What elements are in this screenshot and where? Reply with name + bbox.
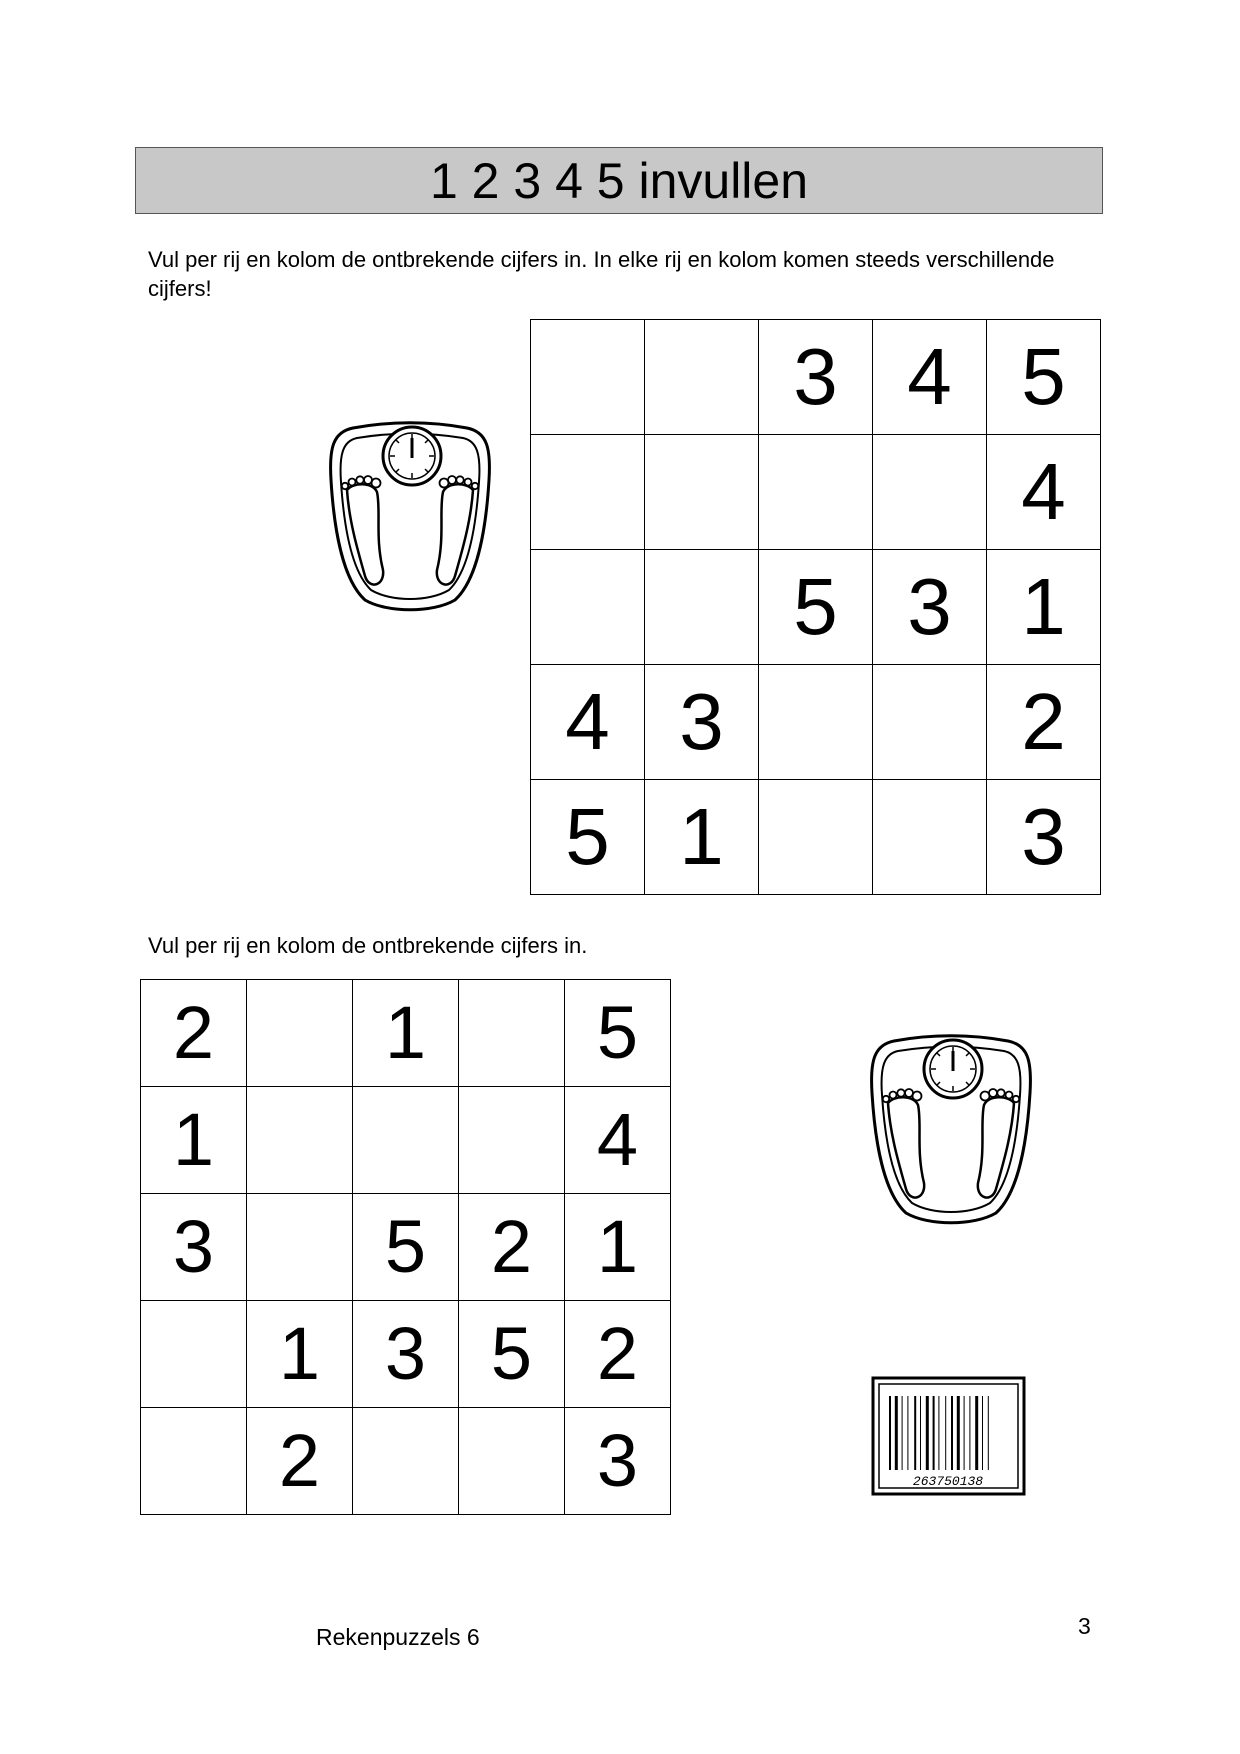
grid-cell[interactable]: [141, 1408, 247, 1515]
grid-row: [141, 1301, 671, 1408]
grid-cell[interactable]: [459, 1087, 565, 1194]
grid-cell: 5: [565, 980, 671, 1087]
puzzle-grid-2: [140, 979, 671, 1515]
grid-cell: 4: [873, 320, 987, 435]
barcode-bar: [914, 1396, 916, 1470]
barcode-bar: [938, 1396, 939, 1470]
barcode-bar: [902, 1396, 903, 1470]
barcode-bar: [951, 1396, 953, 1470]
grid-cell: 1: [645, 780, 759, 895]
instruction-puzzle-1: Vul per rij en kolom de ontbrekende cijfers in. In elke rij en kolom komen steeds verschillende cijfers!: [148, 247, 1055, 301]
grid-row: [141, 1087, 671, 1194]
barcode-bar: [895, 1396, 898, 1470]
grid-row: [531, 435, 1101, 550]
grid-row: [141, 980, 671, 1087]
grid-cell: 1: [353, 980, 459, 1087]
grid-cell: 3: [645, 665, 759, 780]
title-bar: [135, 147, 1103, 214]
grid-row: [531, 550, 1101, 665]
grid-cell: 3: [353, 1301, 459, 1408]
bathroom-scale-icon: [866, 1033, 1036, 1228]
grid-row: [531, 780, 1101, 895]
page-title: 1 2 3 4 5 invullen: [429, 152, 809, 209]
puzzle-grid-1: [530, 319, 1101, 895]
bathroom-scale-icon: [325, 420, 495, 615]
grid-cell[interactable]: [247, 980, 353, 1087]
grid-cell[interactable]: [141, 1301, 247, 1408]
grid-cell: 3: [565, 1408, 671, 1515]
barcode-bar: [982, 1396, 983, 1470]
grid-cell[interactable]: [353, 1408, 459, 1515]
grid-cell[interactable]: [353, 1087, 459, 1194]
grid-cell: 2: [247, 1408, 353, 1515]
grid-row: [141, 1408, 671, 1515]
grid-cell[interactable]: [759, 435, 873, 550]
grid-cell[interactable]: [459, 1408, 565, 1515]
grid-cell: 5: [759, 550, 873, 665]
grid-cell[interactable]: [459, 980, 565, 1087]
barcode-bar: [889, 1396, 891, 1470]
instruction-puzzle-2: Vul per rij en kolom de ontbrekende cijfers in.: [148, 933, 588, 958]
page-number: 3: [1078, 1613, 1091, 1639]
barcode-bar: [969, 1396, 970, 1470]
grid-cell[interactable]: [645, 435, 759, 550]
grid-cell: 5: [353, 1194, 459, 1301]
barcode-bar: [988, 1396, 989, 1470]
grid-cell[interactable]: [873, 780, 987, 895]
barcode-bar: [907, 1396, 908, 1470]
barcode-bar: [957, 1396, 960, 1470]
grid-cell: 1: [987, 550, 1101, 665]
grid-cell: 2: [565, 1301, 671, 1408]
grid-cell: 1: [141, 1087, 247, 1194]
grid-cell[interactable]: [873, 665, 987, 780]
grid-cell: 2: [459, 1194, 565, 1301]
grid-cell: 5: [531, 780, 645, 895]
barcode-bar: [964, 1396, 965, 1470]
grid-cell: 3: [987, 780, 1101, 895]
grid-cell[interactable]: [247, 1087, 353, 1194]
barcode-bar: [933, 1396, 935, 1470]
grid-cell[interactable]: [759, 780, 873, 895]
grid-cell[interactable]: [645, 550, 759, 665]
grid-cell[interactable]: [531, 320, 645, 435]
footer-book-title: Rekenpuzzels 6: [316, 1624, 480, 1650]
barcode-bar: [920, 1396, 921, 1470]
grid-row: [531, 320, 1101, 435]
barcode-bar: [975, 1396, 978, 1470]
grid-cell: 1: [247, 1301, 353, 1408]
grid-cell[interactable]: [873, 435, 987, 550]
grid-cell: 4: [565, 1087, 671, 1194]
grid-cell: 4: [531, 665, 645, 780]
grid-cell: 5: [987, 320, 1101, 435]
barcode-bar: [926, 1396, 929, 1470]
grid-row: [141, 1194, 671, 1301]
barcode-bar: [945, 1396, 946, 1470]
grid-cell[interactable]: [531, 550, 645, 665]
grid-cell[interactable]: [531, 435, 645, 550]
grid-cell: 3: [759, 320, 873, 435]
barcode-icon: [871, 1376, 1026, 1496]
grid-cell: 3: [873, 550, 987, 665]
barcode-number: 263750138: [912, 1474, 984, 1489]
grid-cell: 4: [987, 435, 1101, 550]
grid-cell: 5: [459, 1301, 565, 1408]
grid-cell: 3: [141, 1194, 247, 1301]
grid-cell[interactable]: [247, 1194, 353, 1301]
grid-cell[interactable]: [645, 320, 759, 435]
grid-cell[interactable]: [759, 665, 873, 780]
grid-cell: 1: [565, 1194, 671, 1301]
grid-cell: 2: [987, 665, 1101, 780]
grid-cell: 2: [141, 980, 247, 1087]
grid-row: [531, 665, 1101, 780]
